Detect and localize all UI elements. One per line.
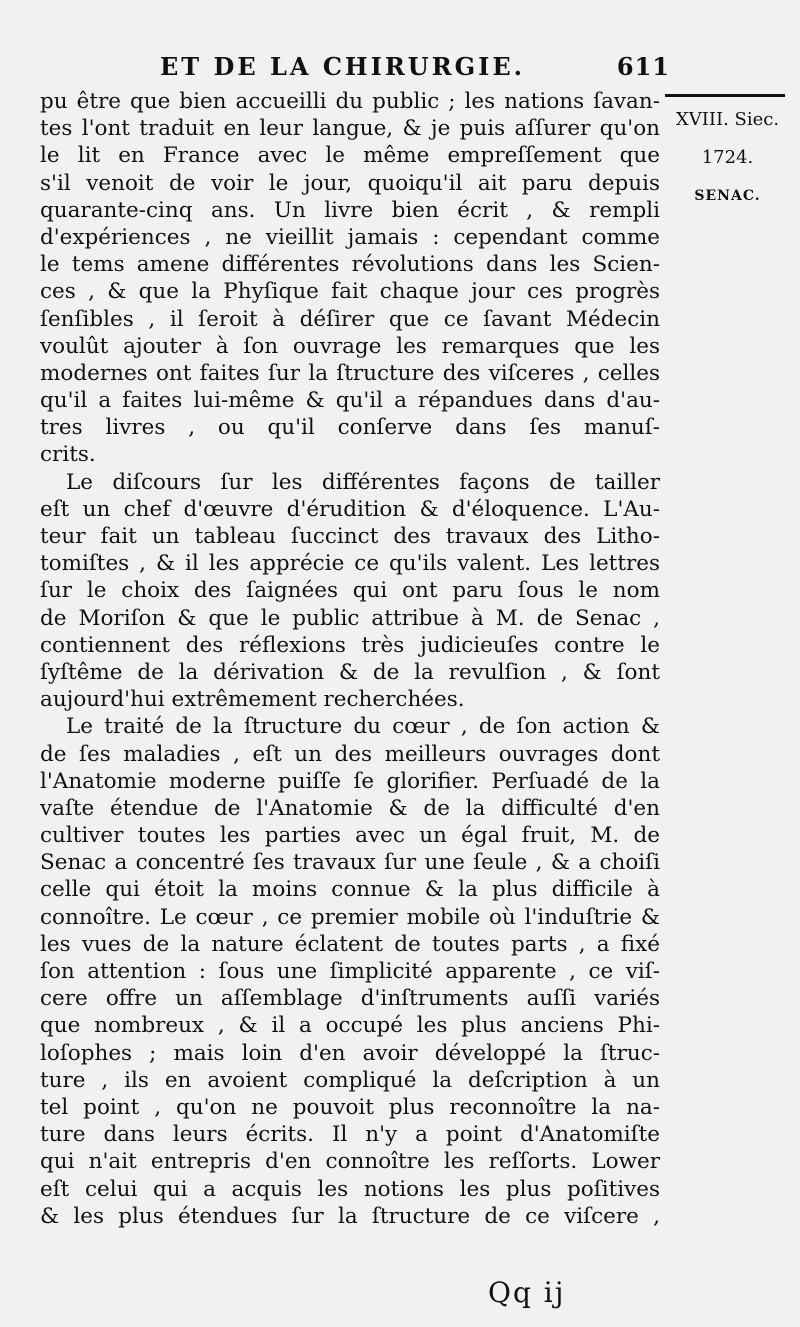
text-line: qu'il a faites lui-même & qu'il a répandues dans d'au- — [40, 388, 660, 414]
body-text — [40, 88, 660, 1230]
text-line: contiennent des réflexions très judicieuſes contre le — [40, 632, 660, 658]
text-line: le lit en France avec le même empreſſement que — [40, 143, 660, 169]
text-line: ſenſibles , il ſeroit à déſirer que ce ſavant Médecin — [40, 306, 660, 332]
text-line: ces , & que la Phyſique fait chaque jour ces progrès — [40, 279, 660, 305]
text-line: eſt un chef d'œuvre d'érudition & d'éloquence. L'Au- — [40, 496, 660, 522]
margin-note-century: XVIII. Siec. — [675, 109, 780, 130]
margin-note-author: SENAC. — [694, 188, 761, 204]
text-line: que nombreux , & il a occupé les plus anciens Phi- — [40, 1013, 660, 1039]
margin-notes — [665, 108, 790, 222]
text-line: quarante-cinq ans. Un livre bien écrit , & rempli — [40, 197, 660, 223]
margin-note-year: 1724. — [701, 147, 754, 168]
text-line: ſon attention : ſous une ſimplicité apparente , ce viſ- — [40, 959, 660, 984]
text-line: les vues de la nature éclatent de toutes parts , a fixé — [40, 931, 660, 957]
text-line: tes l'ont traduit en leur langue, & je puis aſſurer qu'on — [40, 116, 660, 142]
text-line: ture dans leurs écrits. Il n'y a point d'Anatomiſte — [40, 1122, 660, 1148]
text-line: voulût ajouter à ſon ouvrage les remarques que les — [40, 333, 660, 359]
text-line: ſyſtême de la dérivation & de la revulſion , & ſont — [40, 659, 660, 685]
text-line: eſt celui qui a acquis les notions les plus poſitives — [40, 1176, 660, 1202]
text-line: modernes ont faites ſur la ſtructure des viſceres , celles — [40, 360, 660, 386]
text-line: crits. — [40, 442, 96, 468]
text-line: de ſes maladies , eſt un des meilleurs ouvrages dont — [40, 741, 660, 767]
text-line: loſophes ; mais loin d'en avoir développé la ſtruc- — [40, 1040, 660, 1066]
text-line: vaſte étendue de l'Anatomie & de la difficulté d'en — [40, 795, 660, 821]
text-line: cere offre un aſſemblage d'inſtruments auſſi variés — [40, 986, 660, 1012]
text-line: tomiſtes , & il les apprécie ce qu'ils valent. Les lettres — [40, 551, 660, 577]
page-number: 611 — [616, 52, 670, 81]
text-line: ſur le choix des ſaignées qui ont paru ſous le nom — [40, 578, 660, 604]
text-line: celle qui étoit la moins connue & la plus difficile à — [40, 877, 660, 903]
text-line: ture , ils en avoient compliqué la deſcription à un — [40, 1067, 660, 1093]
text-line: qui n'ait entrepris d'en connoître les reſſorts. Lower — [40, 1149, 660, 1175]
text-line: cultiver toutes les parties avec un égal fruit, M. de — [40, 823, 660, 849]
margin-rule — [665, 94, 785, 97]
text-line: tres livres , ou qu'il conſerve dans ſes manuſ- — [40, 415, 660, 441]
signature-mark: Qq ij — [488, 1276, 566, 1309]
text-line: l'Anatomie moderne puiſſe ſe glorifier. Perſuadé de la — [40, 768, 660, 794]
text-line: Le diſcours ſur les différentes façons de tailler — [66, 469, 660, 495]
text-line: de Moriſon & que le public attribue à M. de Senac , — [40, 605, 660, 631]
text-line: s'il venoit de voir le jour, quoiqu'il ait paru depuis — [40, 170, 660, 196]
text-line: aujourd'hui extrêmement recherchées. — [40, 687, 465, 713]
text-line: tel point , qu'on ne pouvoit plus reconnoître la na- — [40, 1094, 660, 1120]
text-line: connoître. Le cœur , ce premier mobile où l'induſtrie & — [40, 904, 660, 930]
text-line: Le traité de la ſtructure du cœur , de ſon action & — [66, 714, 660, 740]
text-line: Senac a concentré ſes travaux ſur une ſeule , & a choiſi — [40, 850, 660, 876]
running-header — [150, 48, 670, 84]
text-line: d'expériences , ne vieillit jamais : cependant comme — [40, 224, 660, 250]
text-line: le tems amene différentes révolutions dans les Scien- — [40, 252, 660, 278]
text-line: teur fait un tableau ſuccinct des travaux des Litho- — [40, 524, 660, 549]
text-line: & les plus étendues ſur la ſtructure de ce viſcere , — [40, 1203, 660, 1229]
running-title: ET DE LA CHIRURGIE. — [160, 52, 526, 81]
text-line: pu être que bien accueilli du public ; les nations ſavan- — [40, 89, 660, 114]
